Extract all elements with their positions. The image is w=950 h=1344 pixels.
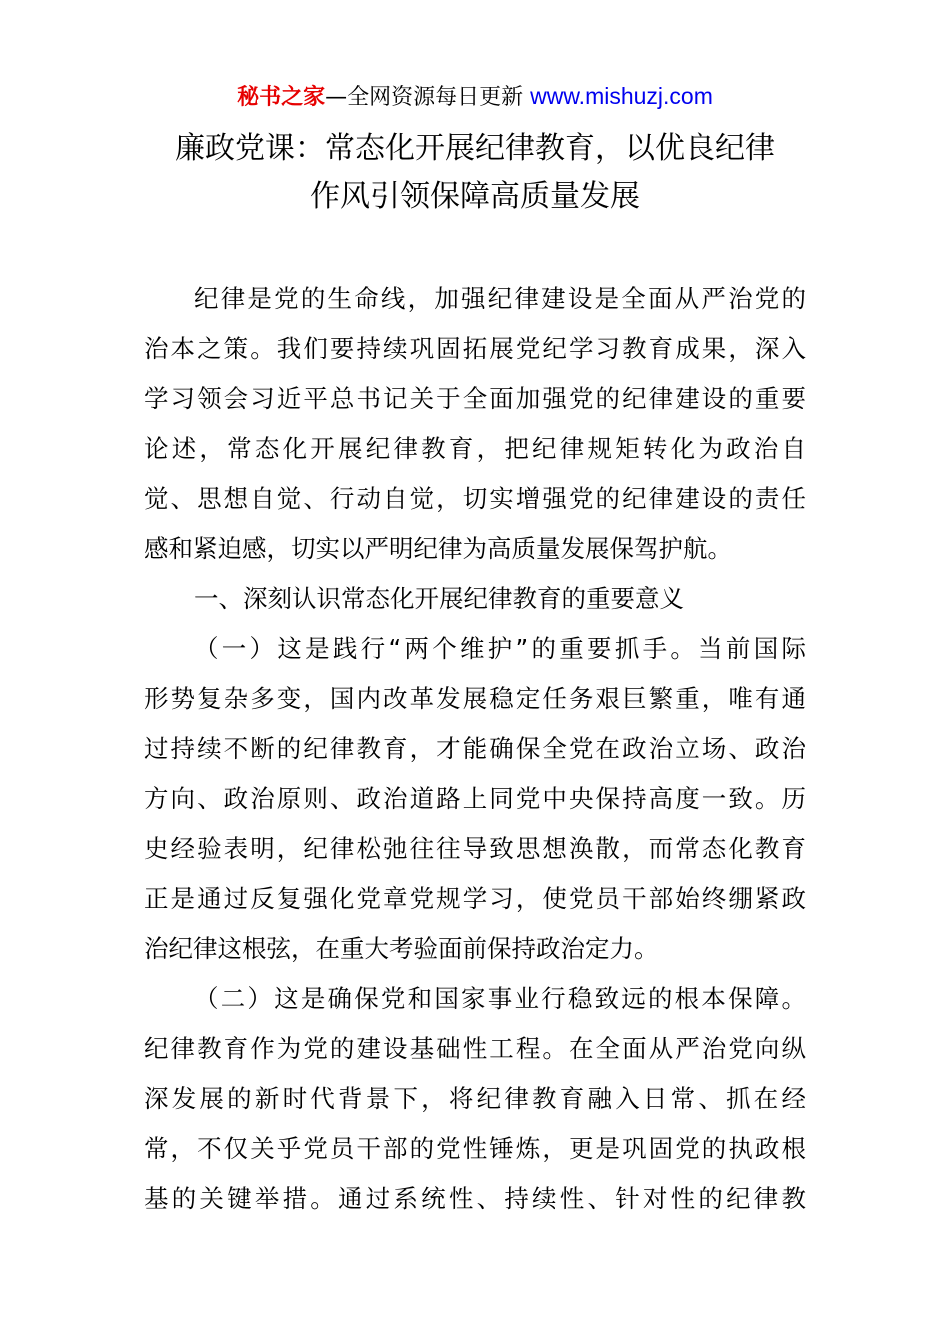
body-line: 常，不仅关乎党员干部的党性锤炼，更是巩固党的执政根: [144, 1134, 806, 1163]
body-line: 觉、思想自觉、行动自觉，切实增强党的纪律建设的责任: [144, 484, 806, 513]
site-header: [0, 80, 950, 114]
section-heading: 一、深刻认识常态化开展纪律教育的重要意义: [194, 584, 684, 613]
body-line: 基的关键举措。通过系统性、持续性、针对性的纪律教: [144, 1184, 806, 1213]
site-url-link[interactable]: www.mishuzj.com: [530, 83, 713, 109]
body-line: 过持续不断的纪律教育，才能确保全党在政治立场、政治: [144, 734, 806, 763]
body-line: 形势复杂多变，国内改革发展稳定任务艰巨繁重，唯有通: [144, 684, 806, 713]
body-line: 纪律教育作为党的建设基础性工程。在全面从严治党向纵: [144, 1034, 806, 1063]
body-line: （二）这是确保党和国家事业行稳致远的根本保障。: [194, 984, 806, 1013]
body-line: 方向、政治原则、政治道路上同党中央保持高度一致。历: [144, 784, 806, 813]
document-body: [144, 274, 806, 1224]
body-line: 学习领会习近平总书记关于全面加强党的纪律建设的重要: [144, 384, 806, 413]
site-tagline: —全网资源每日更新: [325, 85, 531, 110]
body-line: 治纪律这根弦，在重大考验面前保持政治定力。: [144, 934, 659, 963]
document-title-line-1: 廉政党课：常态化开展纪律教育，以优良纪律: [175, 131, 775, 166]
body-line: 论述，常态化开展纪律教育，把纪律规矩转化为政治自: [144, 434, 806, 463]
body-line: 感和紧迫感，切实以严明纪律为高质量发展保驾护航。: [144, 534, 732, 563]
document-title-line-2: 作风引领保障高质量发展: [310, 179, 640, 214]
body-line: 深发展的新时代背景下，将纪律教育融入日常、抓在经: [144, 1084, 806, 1113]
body-line: 史经验表明，纪律松弛往往导致思想涣散，而常态化教育: [144, 834, 806, 863]
site-brand: 秘书之家: [237, 85, 326, 110]
body-line: 纪律是党的生命线，加强纪律建设是全面从严治党的: [194, 284, 806, 313]
body-line: （一）这是践行“两个维护”的重要抓手。当前国际: [194, 634, 806, 663]
body-line: 治本之策。我们要持续巩固拓展党纪学习教育成果，深入: [144, 334, 806, 363]
body-line: 正是通过反复强化党章党规学习，使党员干部始终绷紧政: [144, 884, 806, 913]
